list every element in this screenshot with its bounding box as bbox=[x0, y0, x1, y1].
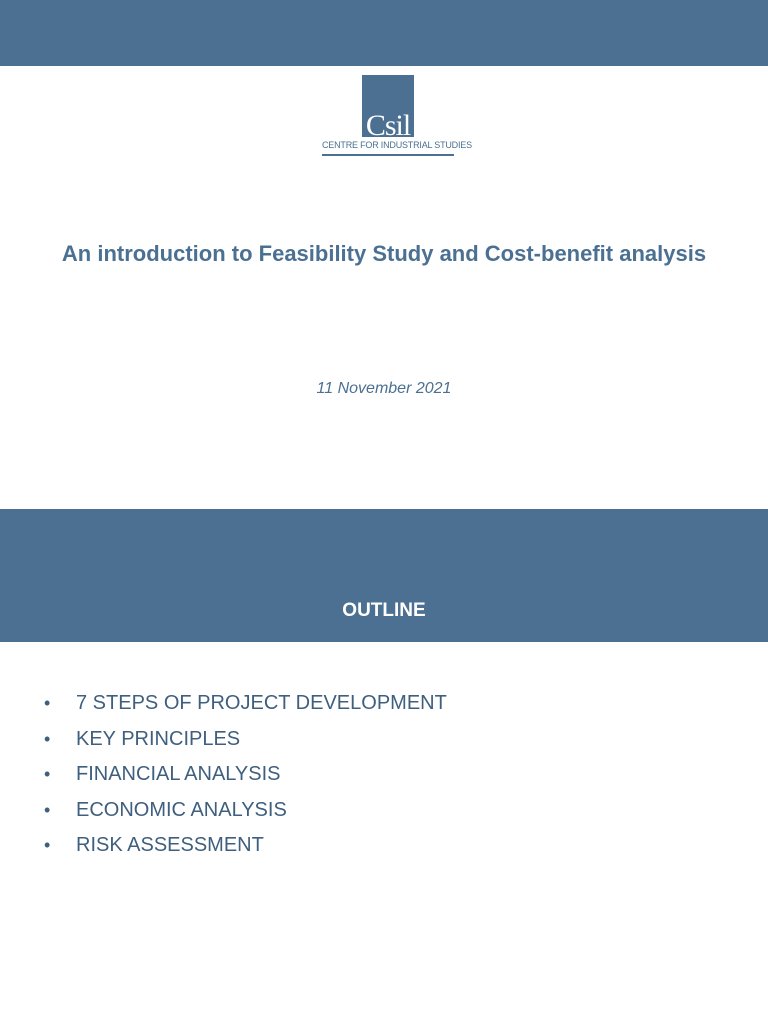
csil-logo bbox=[322, 75, 472, 159]
bullet-icon: • bbox=[44, 835, 51, 856]
presentation-date: 11 November 2021 bbox=[316, 380, 452, 397]
bullet-icon: • bbox=[44, 693, 51, 714]
logo-underline bbox=[322, 154, 454, 156]
logo-mark: Csil bbox=[365, 109, 411, 142]
outline-item bbox=[44, 757, 447, 793]
outline-item-label: RISK ASSESSMENT bbox=[76, 834, 264, 857]
bullet-icon: • bbox=[44, 799, 51, 820]
outline-item bbox=[44, 722, 447, 758]
bullet-icon: • bbox=[44, 728, 51, 749]
bullet-icon: • bbox=[44, 764, 51, 785]
outline-heading: OUTLINE bbox=[342, 600, 426, 621]
outline-item-label: KEY PRINCIPLES bbox=[76, 727, 241, 750]
presentation-title: An introduction to Feasibility Study and Cost-benefit analysis bbox=[61, 241, 707, 266]
outline-item bbox=[44, 793, 447, 829]
outline-item-label: FINANCIAL ANALYSIS bbox=[76, 763, 281, 786]
outline-item-label: 7 STEPS OF PROJECT DEVELOPMENT bbox=[76, 692, 447, 715]
outline-list bbox=[44, 686, 447, 864]
outline-item bbox=[44, 686, 447, 722]
logo-subtitle: CENTRE FOR INDUSTRIAL STUDIES bbox=[322, 140, 472, 150]
outline-item bbox=[44, 828, 447, 864]
outline-item-label: ECONOMIC ANALYSIS bbox=[76, 798, 287, 821]
top-banner bbox=[0, 0, 768, 66]
